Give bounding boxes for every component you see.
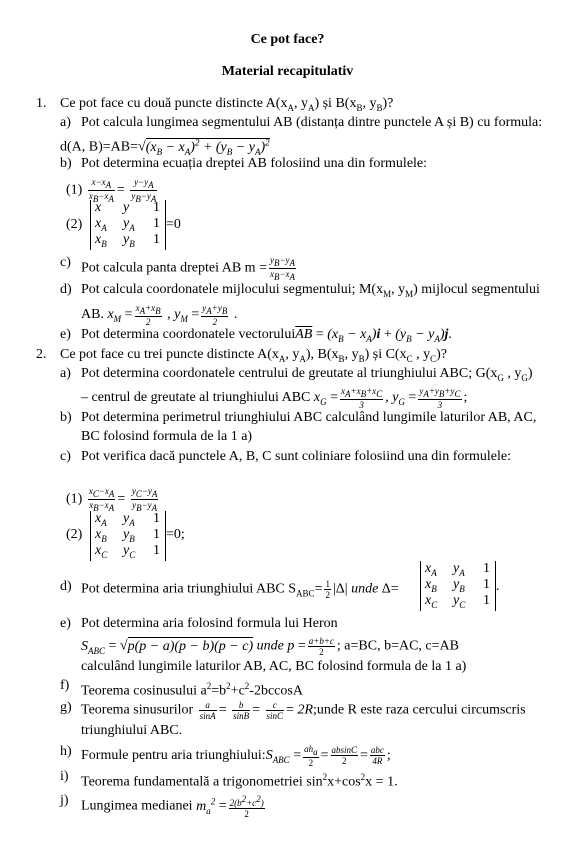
item-2h-label: h): [60, 744, 72, 759]
item-2b-text-2: BC folosind formula de la 1 a): [81, 429, 253, 444]
item-2d-text: Pot determina aria triunghiului ABC $S_{ABC}=$ $\frac{1}{2}$ |Δ| unde Δ=: [81, 579, 399, 600]
item-2i-label: i): [60, 769, 69, 784]
item-2b-text: Pot determina perimetrul triunghiului ABC calculând lungimile laturilor AB, AC,: [81, 410, 537, 425]
item-2c-label: c): [60, 449, 71, 464]
collinear-equals-zero: =0;: [166, 527, 185, 542]
item-2g-text: Teorema sinusurilor $\frac{a}{\sin A}$ = $\frac{b}{\sin B}$ = $\frac{c}{\sin C}$ = 2R;unde R este raza cercului circumscris: [81, 700, 526, 721]
heron-formula: $S_{ABC} = √p(p - a)(p - b)(p - c)$ unde p = $\frac{a+b+c}{2}$ ; a=BC, b=AC, c=AB: [81, 636, 459, 657]
section-1-number: 1.: [36, 96, 47, 111]
section-2-question: Ce pot face cu trei puncte distincte $A(x_A$, $y_A$), $B(x_B$, $y_B$) și $C(x_C$ , $y_C$)?: [60, 347, 447, 364]
item-2a-formula: – centrul de greutate al triunghiului ABC $x_G$ = $\frac{x_A+x_B+x_C}{3}$ , $y_G$ = $\frac{y_A+y_B+y_C}{3}$ ;: [81, 386, 468, 410]
item-2g-label: g): [60, 700, 72, 715]
determinant-collinear: $x_A$ $y_A$ 1 $x_B$ $y_B$ 1 $x_C$ $y_C$ 1: [90, 511, 166, 561]
item-1a-label: a): [60, 115, 71, 130]
item-2f-label: f): [60, 678, 70, 693]
item-2f-text: Teorema cosinusului $a^2=b^2+c^2-2bccosA$: [81, 681, 303, 699]
item-2j-text: Lungimea medianei $m_a^2$ = $\frac{2(b^2+c^2)}{2}$: [81, 793, 264, 819]
item-1a-text: Pot calcula lungimea segmentului AB (distanța dintre punctele A și B) cu formula:: [81, 115, 543, 130]
determinant-equals-zero: =0: [166, 217, 181, 232]
determinant-area: $x_A$ $y_A$ 1 $x_B$ $y_B$ 1 $x_C$ $y_C$ 1: [420, 561, 496, 611]
item-2g-text-2: triunghiului ABC.: [81, 723, 183, 738]
item-1c-label: c): [60, 255, 71, 270]
line-equation-1: (1) $\frac{x-x_A}{x_B-x_A}$ = $\frac{y-y_A}{y_B-y_A}$: [66, 177, 157, 204]
item-2j-label: j): [60, 793, 69, 808]
item-2a-text: Pot determina coordonatele centrului de greutate al triunghiului ABC; $G(x_G$ , $y_G$): [81, 366, 533, 383]
item-2d-label: d): [60, 579, 72, 594]
item-2e-text: Pot determina aria folosind formula lui Heron: [81, 616, 338, 631]
section-1-question: Ce pot face cu două puncte distincte $A(x_A$, $y_A$) și $B(x_B$, $y_B$)?: [60, 96, 394, 113]
item-1d-text: Pot calcula coordonatele mijlocului segmentului; $M(x_M$, $y_M$) mijlocul segmentului: [81, 282, 540, 299]
item-1a-formula: d(A, $B)=AB=√(x_B - x_A)^2 + (y_B - y_A)^2$: [60, 137, 270, 157]
line-equation-2-label: (2): [66, 217, 83, 232]
collinear-equation-1: (1) $\frac{x_C-x_A}{x_B-x_A}$ = $\frac{y_C-y_A}{y_B-y_A}$: [66, 486, 158, 513]
determinant-line-ab: x y 1 $x_A$ $y_A$ 1 $x_B$ $y_B$ 1: [90, 200, 166, 250]
item-2e-text-3: calculând lungimile laturilor AB, AC, BC folosind formula de la 1 a): [81, 659, 467, 674]
item-1e-text: Pot determina coordonatele $vectorului\overline{AB} = (x_B - x_A)i + (y_B - y_A)j$.: [81, 327, 452, 344]
item-2c-text: Pot verifica dacă punctele A, B, C sunt coliniare folosiind una din formulele:: [81, 449, 512, 464]
item-2i-text: Teorema fundamentală a trigonometriei $\sin^2x+\cos^2x = 1$.: [81, 772, 398, 790]
item-2e-label: e): [60, 616, 71, 631]
item-2b-label: b): [60, 410, 72, 425]
collinear-equation-2-label: (2): [66, 527, 83, 542]
item-1d-label: d): [60, 282, 72, 297]
item-1d-formula: AB. $x_M$ = $\frac{x_A+x_B}{2}$ , $y_M$ = $\frac{y_A+y_B}{2}$ .: [81, 303, 238, 327]
item-1b-label: b): [60, 156, 72, 171]
item-1e-label: e): [60, 327, 71, 342]
item-1b-text: Pot determina ecuația dreptei AB folosiind una din formulele:: [81, 156, 428, 171]
section-2-number: 2.: [36, 347, 47, 362]
item-1c-text: Pot calcula panta dreptei AB m = $\frac{y_B-y_A}{x_B-x_A}$: [81, 255, 296, 282]
item-2a-label: a): [60, 366, 71, 381]
item-2d-end: .: [496, 579, 500, 594]
page-title: Ce pot face?: [250, 32, 325, 47]
item-2h-text: Formule pentru aria $triunghiului:S_{ABC}$ = $\frac{ah_a}{2}$ = $\frac{absinC}{2}$ = $\frac{\text{abc}}{4R}$ ;: [81, 744, 391, 768]
page-subtitle: Material recapitulativ: [221, 64, 354, 79]
